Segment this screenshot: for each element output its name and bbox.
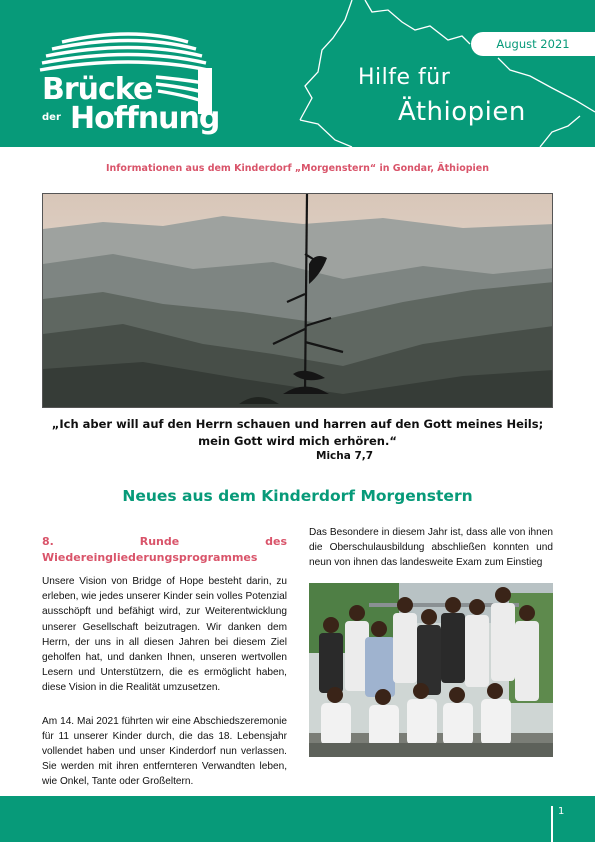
footer-divider — [551, 806, 553, 842]
bridge-of-hope-logo — [38, 28, 218, 146]
logo-text-hoffnung: Hoffnung — [70, 101, 220, 136]
article-paragraph-1: Unsere Vision von Bridge of Hope besteht darin, zu erleben, wie jedes unserer Kinder sein volles Potenzial ausschöpft und befähigt wird, zur Weiterentwicklung unserer Gesellschaft beizutragen. Wir danken dem Herrn, der uns in all diesen Jahren bei diesem Ziel geholfen hat, und danken Ihnen, unseren wertvollen Lesern und Unterstützern, die es ermöglicht haben, diese Vision in die Realität umzusetzen. — [42, 576, 287, 694]
newsletter-subtitle: Informationen aus dem Kinderdorf „Morgenstern“ in Gondar, Äthiopien — [106, 163, 489, 174]
logo-text-bruecke: Brücke — [42, 72, 153, 107]
article-heading: 8. Runde des Wiedereingliederungsprogrammes — [42, 535, 287, 564]
bible-quote — [40, 416, 555, 450]
quote-reference: Micha 7,7 — [316, 450, 374, 462]
header-title-line2: Äthiopien — [398, 97, 526, 127]
header-title-line1: Hilfe für — [358, 65, 451, 90]
landscape-photo — [42, 193, 553, 408]
header-band — [0, 0, 595, 147]
group-photo — [309, 583, 553, 757]
quote-line2: mein Gott wird mich erhören.“ — [198, 434, 397, 448]
section-title: Neues aus dem Kinderdorf Morgenstern — [122, 487, 473, 505]
logo-text-der: der — [42, 112, 61, 123]
page-number: 1 — [558, 806, 565, 817]
article-paragraph-2: Am 14. Mai 2021 führten wir eine Abschiedszeremonie für 11 unserer Kinder durch, die das 18. Lebensjahr vollendet haben und unser Kinderdorf nun verlassen. Sie werden mit ihren entfernteren Verwandten leben, wie Onkel, Tante oder Großeltern. — [42, 715, 287, 788]
footer-band — [0, 796, 595, 842]
article-column-right — [309, 525, 553, 571]
article-paragraph-3: Das Besondere in diesem Jahr ist, dass alle von ihnen die Oberschulausbildung abschließen konnten und neun von ihnen das landesweite Exam zum Einstieg — [309, 527, 553, 569]
issue-date: August 2021 — [496, 37, 570, 51]
quote-line1: „Ich aber will auf den Herrn schauen und harren auf den Gott meines Heils; — [51, 417, 544, 431]
date-badge — [471, 32, 595, 56]
article-column-left — [42, 534, 287, 790]
